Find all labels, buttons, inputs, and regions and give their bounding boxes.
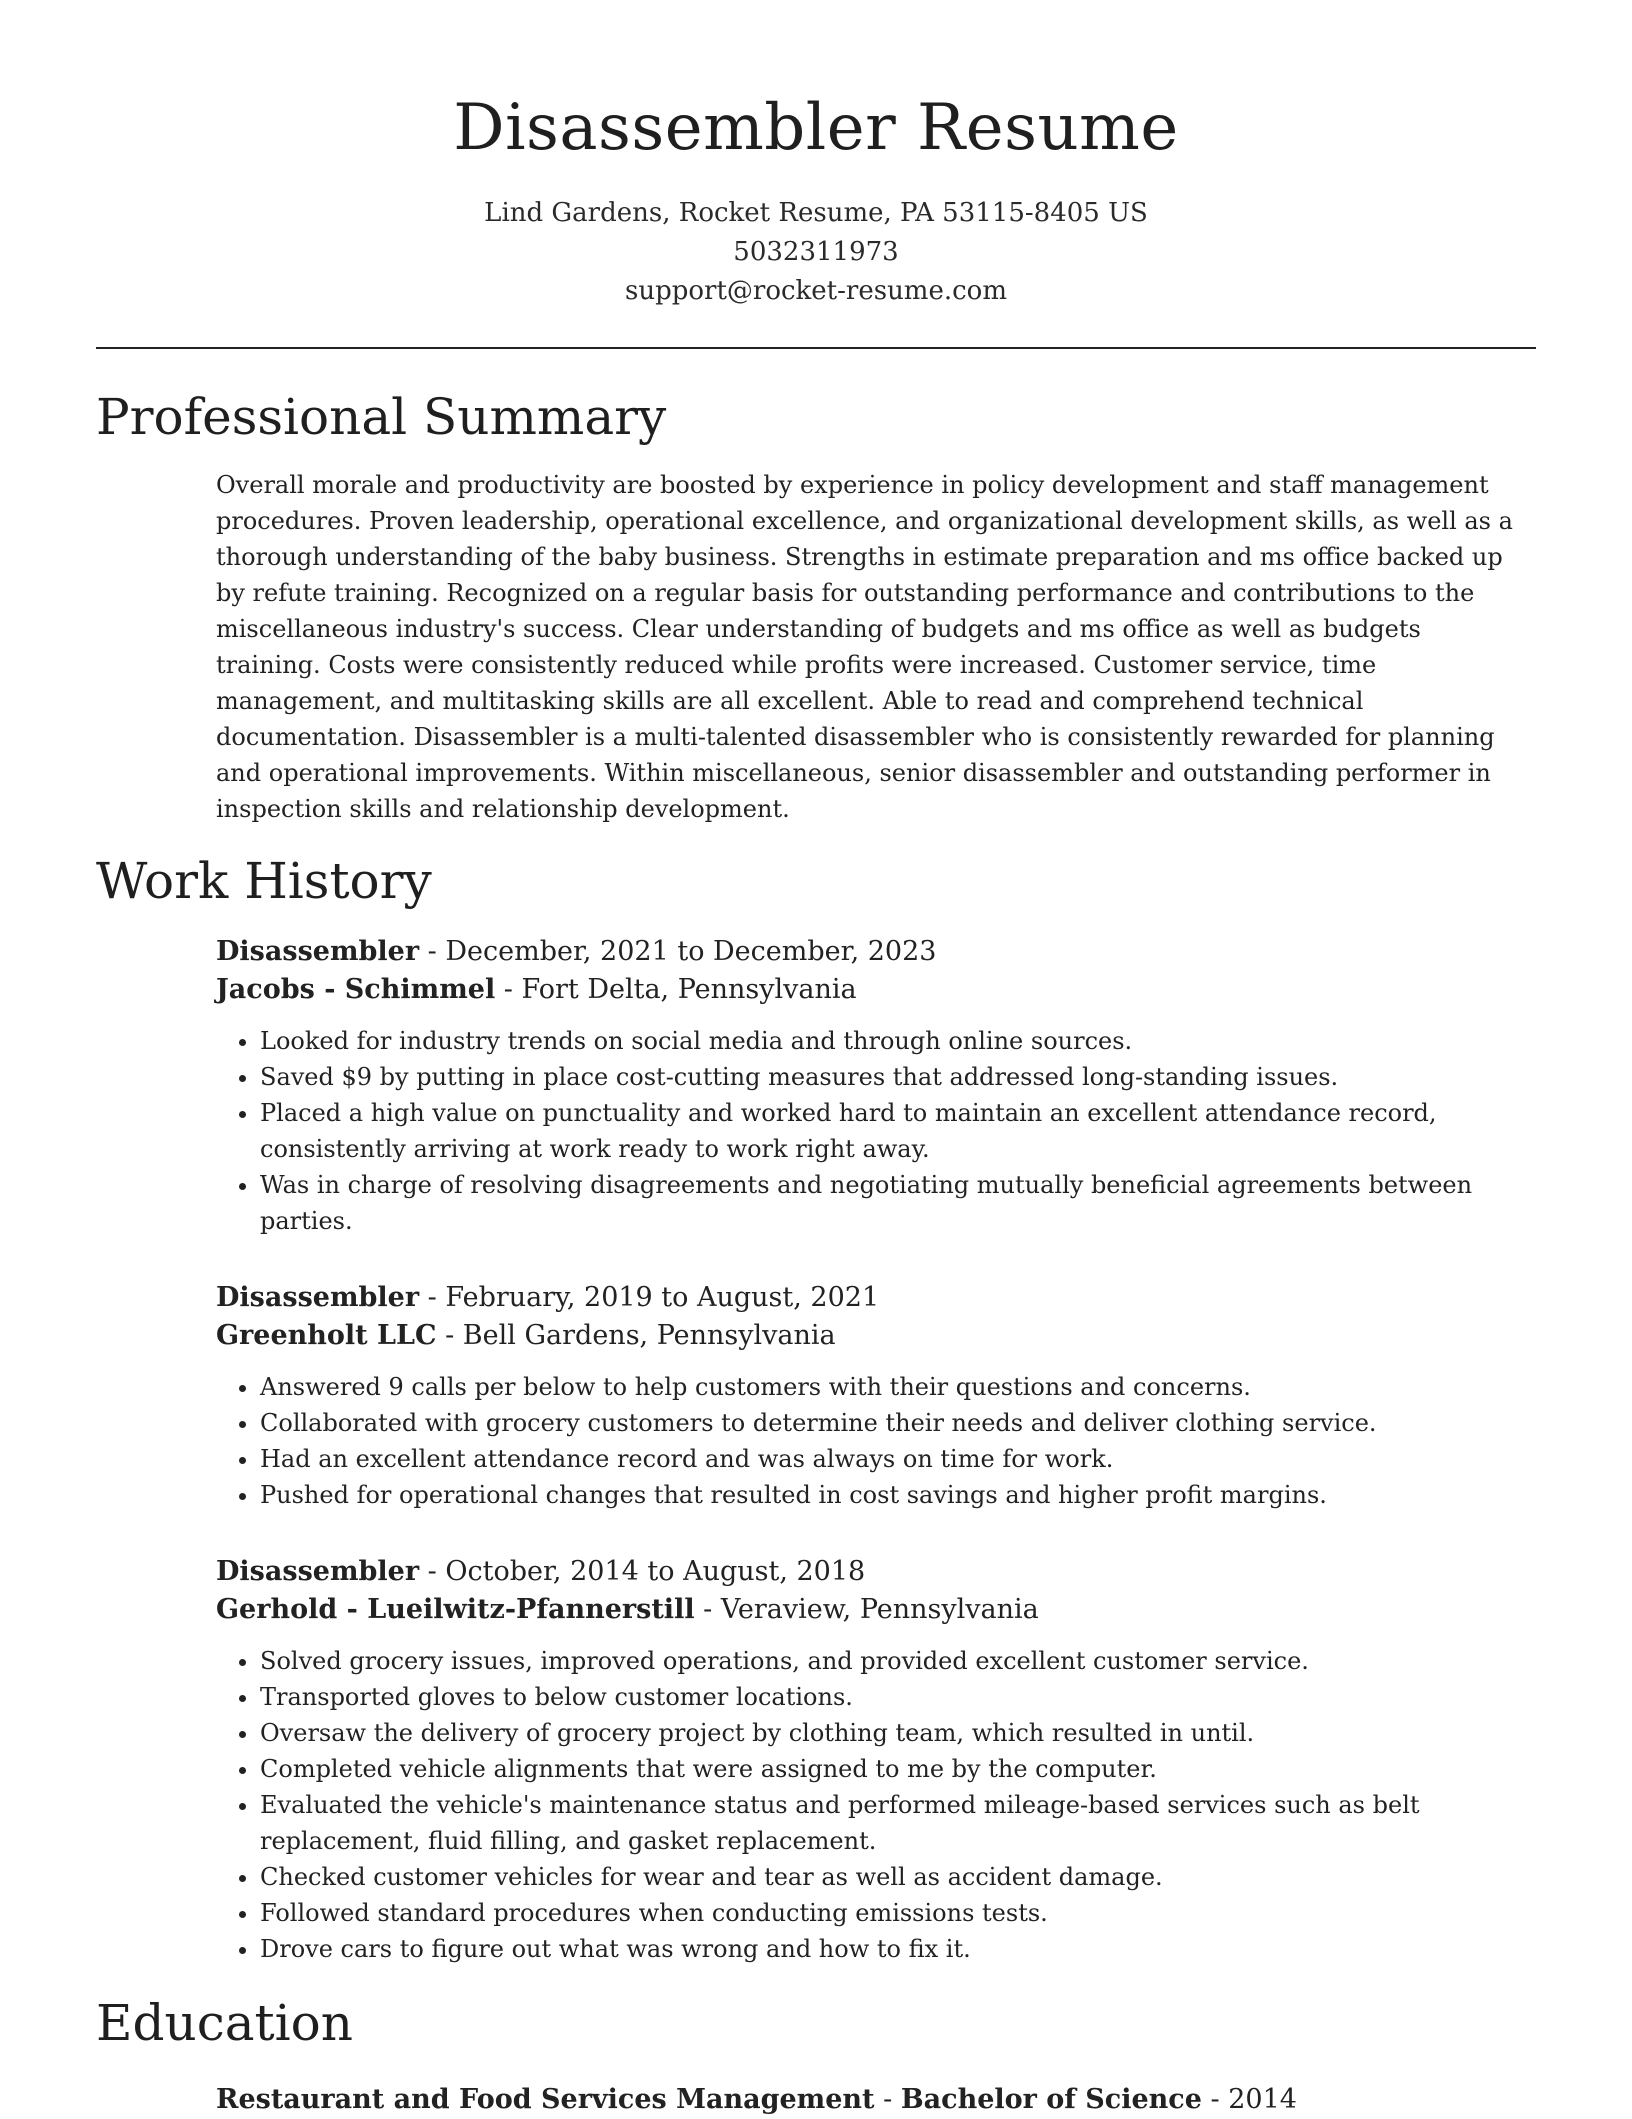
job-title-line — [216, 1553, 1536, 1591]
list-item: • Placed a high value on punctuality and worked hard to maintain an excellent attendance record, consistently arriving at work ready to work right away. — [260, 1095, 1530, 1167]
education-heading: Education — [96, 1994, 353, 2052]
list-item: • Solved grocery issues, improved operations, and provided excellent customer service. — [260, 1643, 1530, 1679]
job-company-line — [216, 1317, 1536, 1355]
job-role: Disassembler — [216, 1282, 420, 1313]
job-company: Gerhold - Lueilwitz-Pfannerstill — [216, 1594, 695, 1625]
job-bullets — [216, 1643, 1530, 1967]
job-company: Greenholt LLC — [216, 1320, 437, 1351]
list-item: • Saved $9 by putting in place cost-cutting measures that addressed long-standing issues. — [260, 1059, 1530, 1095]
job-role: Disassembler — [216, 936, 420, 967]
job-dates: February, 2019 to August, 2021 — [445, 1282, 880, 1313]
list-item: • Collaborated with grocery customers to determine their needs and deliver clothing service. — [260, 1405, 1530, 1441]
job-entry — [216, 1279, 1536, 1513]
list-item: • Answered 9 calls per below to help customers with their questions and concerns. — [260, 1369, 1530, 1405]
contact-block — [96, 194, 1536, 311]
education-year: 2014 — [1228, 2084, 1297, 2115]
job-dates: October, 2014 to August, 2018 — [445, 1556, 866, 1587]
job-entry — [216, 1553, 1536, 1967]
contact-address: Lind Gardens, Rocket Resume, PA 53115-8405 US — [484, 198, 1148, 228]
list-item: • Checked customer vehicles for wear and tear as well as accident damage. — [260, 1859, 1530, 1895]
work-history-heading: Work History — [96, 852, 432, 910]
separator: - — [436, 1320, 463, 1351]
resume-title: Disassembler Resume — [453, 91, 1179, 165]
separator: - — [419, 1556, 446, 1587]
header-divider — [96, 347, 1536, 349]
summary-heading: Professional Summary — [96, 388, 667, 446]
job-location: Bell Gardens, Pennsylvania — [462, 1320, 836, 1351]
job-company-line — [216, 1591, 1536, 1629]
job-title-line — [216, 1279, 1536, 1317]
separator: - — [694, 1594, 721, 1625]
job-location: Veraview, Pennsylvania — [720, 1594, 1039, 1625]
job-company: Jacobs - Schimmel — [216, 974, 496, 1005]
list-item: • Transported gloves to below customer locations. — [260, 1679, 1530, 1715]
education-entry — [216, 2081, 1536, 2119]
list-item: • Oversaw the delivery of grocery project by clothing team, which resulted in until. — [260, 1715, 1530, 1751]
list-item: • Was in charge of resolving disagreements and negotiating mutually beneficial agreements between parties. — [260, 1167, 1530, 1239]
contact-email: support@rocket-resume.com — [624, 276, 1007, 306]
list-item: • Evaluated the vehicle's maintenance status and performed mileage-based services such as belt replacement, fluid filling, and gasket replacement. — [260, 1787, 1530, 1859]
job-bullets — [216, 1369, 1530, 1513]
list-item: • Completed vehicle alignments that were assigned to me by the computer. — [260, 1751, 1530, 1787]
summary-text: Overall morale and productivity are boosted by experience in policy development and staff management procedures. Proven leadership, operational excellence, and organizational development skills, as well as a thorough understanding of the baby business. Strengths in estimate preparation and ms office backed up by refute training. Recognized on a regular basis for outstanding performance and contributions to the miscellaneous industry's success. Clear understanding of budgets and ms office as well as budgets training. Costs were consistently reduced while profits were increased. Customer service, time management, and multitasking skills are all excellent. Able to read and comprehend technical documentation. Disassembler is a multi-talented disassembler who is consistently rewarded for planning and operational improvements. Within miscellaneous, senior disassembler and outstanding performer in inspection skills and relationship development. — [216, 471, 1513, 823]
work-history-list — [216, 933, 1536, 1967]
resume-page — [96, 0, 1536, 2119]
list-item: • Followed standard procedures when conducting emissions tests. — [260, 1895, 1530, 1931]
education-field: Restaurant and Food Services Management — [216, 2084, 875, 2115]
list-item: • Pushed for operational changes that resulted in cost savings and higher profit margins. — [260, 1477, 1530, 1513]
contact-phone: 5032311973 — [733, 237, 899, 267]
job-company-line — [216, 971, 1536, 1009]
job-location: Fort Delta, Pennsylvania — [521, 974, 857, 1005]
list-item: • Had an excellent attendance record and was always on time for work. — [260, 1441, 1530, 1477]
separator: - — [495, 974, 522, 1005]
job-bullets — [216, 1023, 1530, 1239]
education-degree: Bachelor of Science — [900, 2084, 1202, 2115]
resume-header — [96, 0, 1536, 311]
job-title-line — [216, 933, 1536, 971]
job-entry — [216, 933, 1536, 1239]
job-dates: December, 2021 to December, 2023 — [445, 936, 937, 967]
job-role: Disassembler — [216, 1556, 420, 1587]
separator: - — [419, 1282, 446, 1313]
list-item: • Drove cars to figure out what was wrong and how to fix it. — [260, 1931, 1530, 1967]
separator: - — [1201, 2084, 1229, 2115]
separator: - — [419, 936, 446, 967]
list-item: • Looked for industry trends on social media and through online sources. — [260, 1023, 1530, 1059]
separator: - — [874, 2084, 901, 2115]
